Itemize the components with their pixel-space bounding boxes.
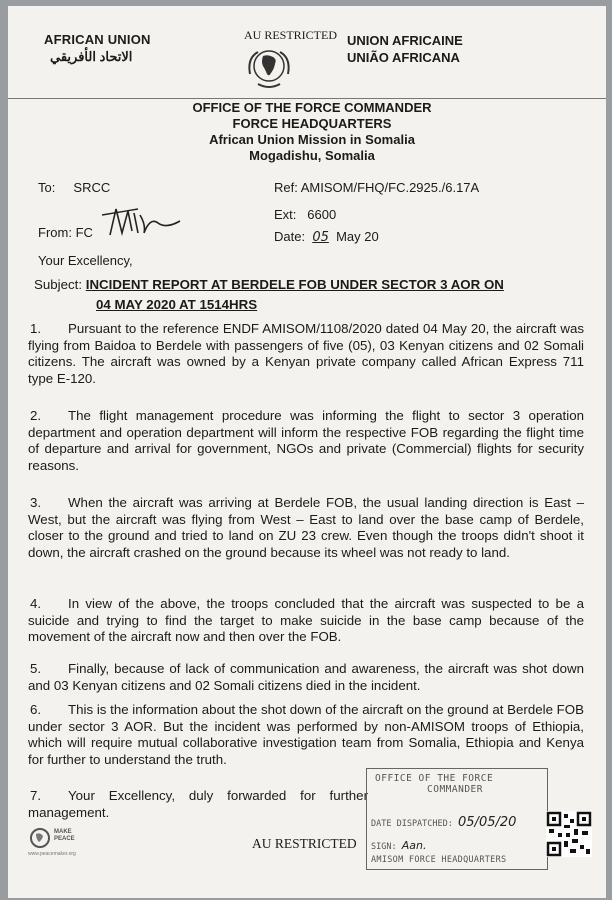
- org-name-en: AFRICAN UNION: [44, 32, 151, 47]
- ref-value: AMISOM/FHQ/FC.2925./6.17A: [300, 180, 480, 195]
- paragraph-number: 4.: [30, 596, 42, 611]
- document-page: [8, 6, 606, 898]
- org-name-ar: الاتحاد الأفريقي: [50, 49, 133, 64]
- classification-bottom: AU RESTRICTED: [252, 836, 357, 851]
- office-line-2: FORCE HEADQUARTERS: [232, 116, 392, 131]
- to-label: To:: [38, 180, 56, 195]
- org-name-left: [44, 32, 151, 65]
- office-block: [8, 100, 606, 164]
- ext-field: [274, 207, 336, 222]
- stamp-footer: AMISOM FORCE HEADQUARTERS: [371, 855, 507, 865]
- date-rest: May 20: [336, 229, 379, 244]
- paragraph-number: 6.: [30, 702, 42, 717]
- paragraph-text: Pursuant to the reference ENDF AMISOM/1108/2020 dated 04 May 20, the aircraft was flying from Baidoa to Berdele with passengers of five (05), 03 Kenyan citizens and 02 Somali citizens. The aircraft was owned by a Kenyan private company called African Express 711 type E-120.: [28, 321, 584, 386]
- to-value: SRCC: [73, 180, 111, 195]
- paragraph-6: [28, 702, 584, 768]
- stamp-sign-label: SIGN:: [371, 842, 397, 852]
- paragraph-number: 3.: [30, 495, 42, 510]
- stamp-dispatched: [371, 815, 516, 830]
- paragraph-text: In view of the above, the troops concluded that the aircraft was suspected to be a suicide and trying to find the target to make suicide in the base camp because of the movement of the aircraft now and then over the FOB.: [28, 596, 584, 645]
- to-field: [38, 180, 110, 195]
- subject-title-1: INCIDENT REPORT AT BERDELE FOB UNDER SECTOR 3 AOR ON: [85, 277, 504, 292]
- from-field: [38, 225, 93, 240]
- paragraph-text: This is the information about the shot down of the aircraft on the ground at Berdele FOB under sector 3 AOR. But the incident was performed by non-AMISOM troops of Ethiopia, which will require mutual collaborative investigation team from Somalia, Ethiopia and Kenya for further to understand the truth.: [28, 702, 584, 767]
- stamp-dispatched-value: 05/05/20: [458, 815, 517, 830]
- stamp-dispatched-label: DATE DISPATCHED:: [371, 819, 453, 829]
- paragraph-number: 1.: [30, 321, 42, 336]
- stamp-line-1: OFFICE OF THE FORCE: [375, 773, 494, 784]
- office-line-4: Mogadishu, Somalia: [249, 148, 375, 163]
- paragraph-5: [28, 661, 584, 694]
- paragraph-1: [28, 321, 584, 387]
- paragraph-number: 5.: [30, 661, 42, 676]
- office-line-3: African Union Mission in Somalia: [209, 132, 415, 147]
- paragraph-number: 7.: [30, 788, 42, 803]
- au-emblem-icon: [244, 44, 294, 90]
- stamp-line-2: COMMANDER: [427, 784, 483, 795]
- paragraph-number: 2.: [30, 408, 42, 423]
- footer-logo: [28, 825, 88, 859]
- dispatch-stamp: [366, 768, 548, 870]
- subject-title-2: 04 MAY 2020 AT 1514HRS: [96, 297, 258, 312]
- paragraph-text: The flight management procedure was informing the flight to sector 3 operation department and operation department will inform the respective FOB regarding the flight time of departure and arrival for government, NGOs and private (Commercial) flights for security reasons.: [28, 408, 584, 473]
- ref-label: Ref:: [274, 180, 298, 195]
- org-name-pt: UNIÃO AFRICANA: [347, 50, 460, 65]
- footer-logo-text: MAKE PEACE: [54, 829, 75, 842]
- ext-value: 6600: [307, 207, 337, 222]
- paragraph-4: [28, 596, 584, 646]
- classification-top: AU RESTRICTED: [244, 28, 337, 42]
- stamp-sign: [371, 839, 426, 852]
- footer-logo-url: www.peacemaker.org: [28, 851, 76, 857]
- office-line-1: OFFICE OF THE FORCE COMMANDER: [192, 100, 432, 115]
- date-day: 05: [312, 230, 329, 245]
- org-name-right: [347, 32, 463, 66]
- subject-label: Subject:: [34, 277, 83, 292]
- date-label: Date:: [274, 229, 306, 244]
- qr-code-icon: [546, 811, 592, 857]
- header-divider: [8, 98, 606, 99]
- paragraph-text: When the aircraft was arriving at Berdele FOB, the usual landing direction is East – West, but the aircraft was flying from West – East to land over the base camp of Berdele, closer to the ground and tried to land on ZU 23 crew. Even though the troops didn't shoot it down, the aircraft crashed on the ground because its wheel was not ready to land.: [28, 495, 584, 560]
- from-label: From:: [38, 225, 72, 240]
- org-name-fr: UNION AFRICAINE: [347, 33, 463, 48]
- paragraph-7: [28, 788, 368, 821]
- paragraph-3: [28, 495, 584, 561]
- peace-logo-icon: [28, 827, 52, 849]
- from-value: FC: [75, 225, 93, 240]
- paragraph-2: [28, 408, 584, 474]
- paragraph-text: Finally, because of lack of communication and awareness, the aircraft was shot down and 03 Kenyan citizens and 02 Somali citizens died in the incident.: [28, 661, 584, 693]
- signature-icon: [98, 203, 188, 243]
- stamp-sign-value: Aan.: [401, 839, 427, 852]
- date-field: [274, 229, 379, 245]
- salutation: Your Excellency,: [38, 253, 133, 268]
- paragraph-text: Your Excellency, duly forwarded for further management.: [28, 788, 368, 820]
- ref-field: [274, 180, 479, 195]
- ext-label: Ext:: [274, 207, 297, 222]
- subject-line: [34, 277, 504, 292]
